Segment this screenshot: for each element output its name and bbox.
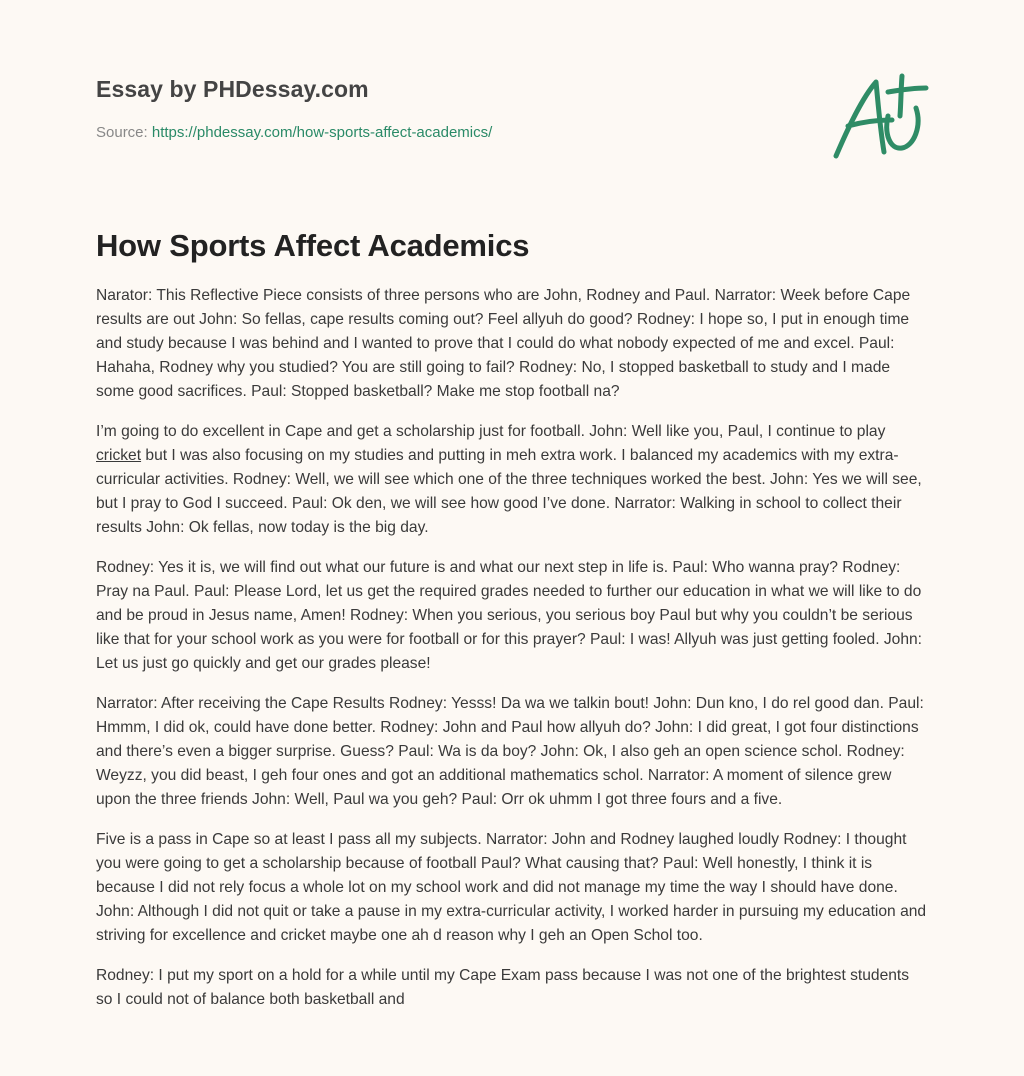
paragraph-2-text-start: I’m going to do excellent in Cape and get a scholarship just for football. John: Well like you, Paul, I continue to play [96,423,886,440]
paragraph-2-text-end: but I was also focusing on my studies and putting in meh extra work. I balanced my academics with my extra-curricular activities. Rodney: Well, we will see which one of the three techniques worked the best. John: Yes we will see, but I pray to God I succeed. Paul: Ok den, we will see how good I’ve done. Narrator: Walking in school to collect their results John: Ok fellas, now today is the big day. [96,447,922,536]
source-line [96,124,492,141]
site-brand: Essay by PHDessay.com [96,76,369,102]
source-label: Source: [96,124,148,141]
a-plus-logo-icon [828,68,932,164]
essay-title: How Sports Affect Academics [96,228,530,263]
essay-paragraph-5: Five is a pass in Cape so at least I pass all my subjects. Narrator: John and Rodney laughed loudly Rodney: I thought you were going to get a scholarship because of football Paul? What causing that? Paul: Well honestly, I think it is because I did not rely focus a whole lot on my school work and did not manage my time the way I should have done. John: Although I did not quit or take a pause in my extra-curricular activity, I worked harder in pursuing my education and striving for excellence and cricket maybe one ah d reason why I geh an Open Schol too. [96,831,927,944]
essay-paragraph-3: Rodney: Yes it is, we will find out what our future is and what our next step in life is. Paul: Who wanna pray? Rodney: Pray na Paul. Paul: Please Lord, let us get the required grades needed to further our education in what we will like to do and be proud in Jesus name, Amen! Rodney: When you serious, you serious boy Paul but why you couldn’t be serious like that for your school work as you were for football or for this prayer? Paul: I was! Allyuh was just getting fooled. John: Let us just go quickly and get our grades please! [96,559,923,672]
essay-paragraph-6: Rodney: I put my sport on a hold for a while until my Cape Exam pass because I was not one of the brightest students so I could not of balance both basketball and [96,967,910,1008]
essay-paragraph-2 [96,420,928,540]
page-header [96,0,928,190]
source-link[interactable]: https://phdessay.com/how-sports-affect-academics/ [151,124,493,141]
essay-paragraph-4: Narrator: After receiving the Cape Results Rodney: Yesss! Da wa we talkin bout! John: Dun kno, I do rel good dan. Paul: Hmmm, I did ok, could have done better. Rodney: John and Paul how allyuh do? John: I did great, I got four distinctions and there’s even a bigger surprise. Guess? Paul: Wa is da boy? John: Ok, I also geh an open science schol. Rodney: Weyzz, you did beast, I geh four ones and got an additional mathematics schol. Narrator: A moment of silence grew upon the three friends John: Well, Paul wa you geh? Paul: Orr ok uhmm I got three fours and a five. [96,695,924,808]
cricket-link[interactable]: cricket [96,447,142,464]
essay-paragraph-1: Narator: This Reflective Piece consists of three persons who are John, Rodney and Paul. Narrator: Week before Cape results are out John: So fellas, cape results coming out? Feel allyuh do good? Rodney: I hope so, I put in enough time and study because I was behind and I wanted to prove that I could do what nobody expected of me and excel. Paul: Hahaha, Rodney why you studied? You are still going to fail? Rodney: No, I stopped basketball to study and I made some good sacrifices. Paul: Stopped basketball? Make me stop football na? [96,287,911,400]
